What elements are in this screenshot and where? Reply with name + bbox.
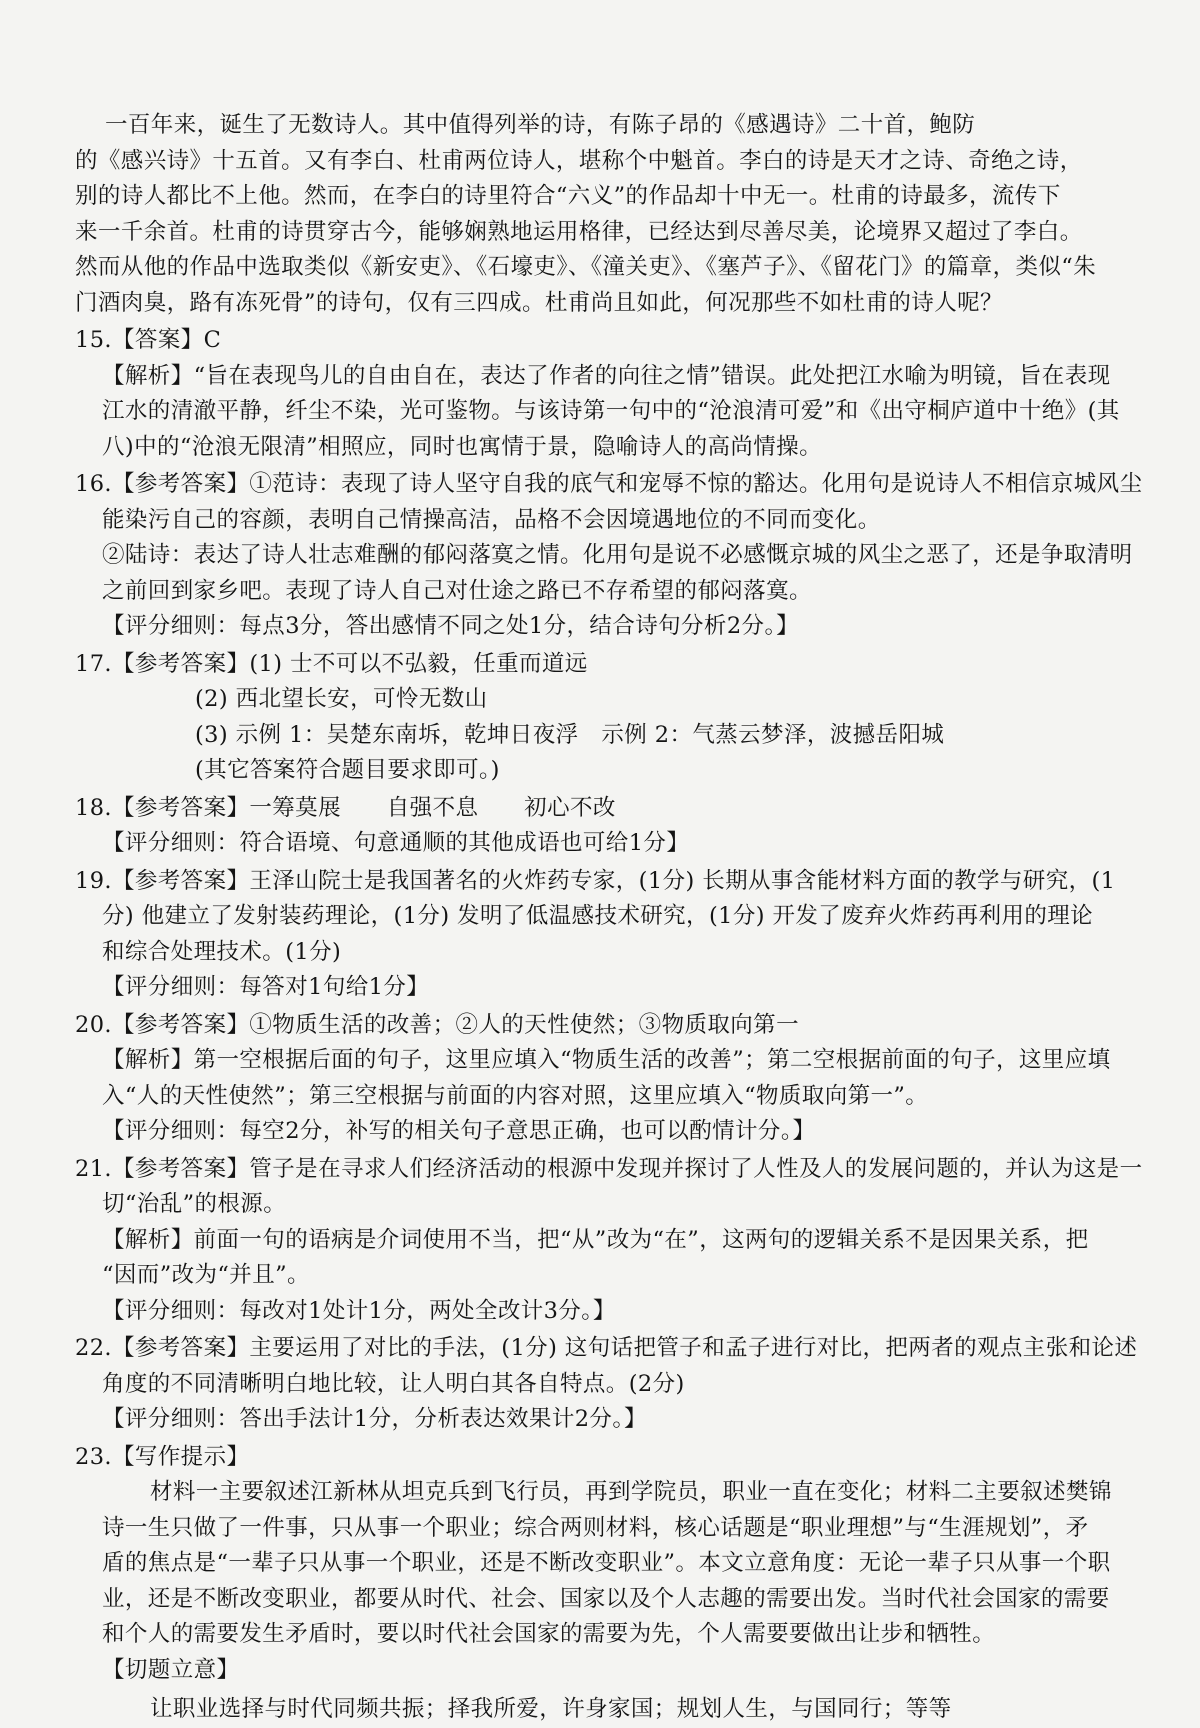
intro-line: 门酒肉臭，路有冻死骨”的诗句，仅有三四成。杜甫尚且如此，何况那些不如杜甫的诗人呢？ (75, 289, 1003, 316)
writing-tip-line: 业，还是不断改变职业，都要从时代、社会、国家以及个人志趣的需要出发。当时代社会国家的需要 (102, 1585, 1110, 1612)
question-head: 22.【参考答案】主要运用了对比的手法，(1分) 这句话把管子和孟子进行对比，把两者的观点主张和论述 (75, 1335, 1138, 1361)
writing-tip-line: 和个人的需要发生矛盾时，要以时代社会国家的需要为先，个人需要要做出让步和牺牲。 (102, 1621, 996, 1647)
scoring-rule: 【评分细则：每改对1处计1分，两处全改计3分。】 (102, 1297, 616, 1324)
question-head: 20.【参考答案】①物质生活的改善；②人的天性使然；③物质取向第一 (75, 1011, 799, 1038)
intro-line: 然而从他的作品中选取类似《新安吏》、《石壕吏》、《潼关吏》、《塞芦子》、《留花门》的篇章，类似“朱 (75, 254, 1097, 280)
sub-heading: 【切题立意】 (102, 1656, 240, 1683)
answer-line: 【解析】“旨在表现鸟儿的自由自在，表达了作者的向往之情”错误。此处把江水喻为明镜，旨在表现 (102, 362, 1111, 389)
answer-line: 和综合处理技术。(1分) (102, 938, 342, 965)
question-21 (75, 1152, 1143, 1330)
intro-line: 别的诗人都比不上他。然而，在李白的诗里符合“六义”的作品却十中无一。杜甫的诗最多，流传下 (75, 183, 1061, 209)
scoring-rule: 【评分细则：每空2分，补写的相关句子意思正确，也可以酌情计分。】 (102, 1118, 816, 1144)
answer-line: 切“治乱”的根源。 (102, 1191, 287, 1217)
answer-line: 入“人的天性使然”；第三空根据与前面的内容对照，这里应填入“物质取向第一”。 (102, 1082, 929, 1109)
intro-line: 一百年来，诞生了无数诗人。其中值得列举的诗，有陈子昂的《感遇诗》二十首，鲍防 (105, 112, 976, 138)
answer-line: 角度的不同清晰明白地比较，让人明白其各自特点。(2分) (102, 1370, 685, 1397)
answer-line: 能染污自己的容颜，表明自己情操高洁，品格不会因境遇地位的不同而变化。 (102, 506, 881, 533)
answer-line: (2) 西北望长安，可怜无数山 (195, 686, 488, 712)
question-head: 23.【写作提示】 (75, 1443, 250, 1470)
intro-line: 的《感兴诗》十五首。又有李白、杜甫两位诗人，堪称个中魁首。李白的诗是天才之诗、奇绝之诗， (75, 147, 1083, 174)
scoring-rule: 【评分细则：答出手法计1分，分析表达效果计2分。】 (102, 1406, 647, 1432)
question-23 (75, 1440, 1112, 1728)
question-17 (75, 647, 1080, 789)
scoring-rule: 【评分细则：每点3分，答出感情不同之处1分，结合诗句分析2分。】 (102, 613, 799, 639)
answer-line: 之前回到家乡吧。表现了诗人自己对仕途之路已不存希望的郁闷落寞。 (102, 577, 812, 604)
question-head: 16.【参考答案】①范诗：表现了诗人坚守自我的底气和宠辱不惊的豁达。化用句是说诗人不相信京城风尘 (75, 471, 1143, 497)
answer-line: 【解析】前面一句的语病是介词使用不当，把“从”改为“在”，这两句的逻辑关系不是因果关系，把 (102, 1226, 1089, 1253)
question-head: 17.【参考答案】(1) 士不可以不弘毅，任重而道远 (75, 650, 588, 677)
question-18 (75, 791, 1080, 862)
question-head: 21.【参考答案】管子是在寻求人们经济活动的根源中发现并探讨了人性及人的发展问题的，并认为这是一 (75, 1155, 1143, 1182)
answer-line: (3) 示例 1：吴楚东南坼，乾坤日夜浮 示例 2：气蒸云梦泽，波撼岳阳城 (195, 721, 945, 748)
question-head: 19.【参考答案】王泽山院士是我国著名的火炸药专家，(1分) 长期从事含能材料方面的教学与研究，(1 (75, 867, 1116, 894)
answer-line: 江水的清澈平静，纤尘不染，光可鉴物。与该诗第一句中的“沧浪清可爱”和《出守桐庐道中十绝》(其 (102, 398, 1120, 424)
answer-line: 【解析】第一空根据后面的句子，这里应填入“物质生活的改善”；第二空根据前面的句子，这里应填 (102, 1047, 1111, 1073)
answer-line: “因而”改为“并且”。 (102, 1262, 310, 1288)
answer-line: 八)中的“沧浪无限清”相照应，同时也寓情于景，隐喻诗人的高尚情操。 (102, 433, 822, 460)
question-22 (75, 1331, 1138, 1438)
writing-tip-line: 盾的焦点是“一辈子只从事一个职业，还是不断改变职业”。本文立意角度：无论一辈子只从事一个职 (102, 1550, 1111, 1576)
scoring-rule: 【评分细则：每答对1句给1分】 (102, 974, 430, 1000)
intro-passage (75, 108, 1097, 321)
answer-line: ②陆诗：表达了诗人壮志难酬的郁闷落寞之情。化用句是说不必感慨京城的风尘之恶了，还是争取清明 (102, 542, 1133, 568)
question-15 (75, 323, 1120, 465)
question-19 (75, 864, 1116, 1006)
question-20 (75, 1008, 1111, 1150)
writing-tip-line: 诗一生只做了一件事，只从事一个职业；综合两则材料，核心话题是“职业理想”与“生涯规划”，矛 (102, 1514, 1089, 1541)
intro-line: 来一千余首。杜甫的诗贯穿古今，能够娴熟地运用格律，已经达到尽善尽美，论境界又超过了李白。 (75, 218, 1083, 245)
writing-tip-line: 材料一主要叙述江新林从坦克兵到飞行员，再到学院员，职业一直在变化；材料二主要叙述樊锦 (150, 1479, 1112, 1505)
question-16 (75, 467, 1143, 645)
scoring-rule: 【评分细则：符合语境、句意通顺的其他成语也可给1分】 (102, 830, 690, 856)
question-head: 18.【参考答案】一筹莫展 自强不息 初心不改 (75, 794, 616, 821)
question-head: 15.【答案】C (75, 327, 222, 353)
theme-suggestions: 让职业选择与时代同频共振；择我所爱，许身家国；规划人生，与国同行；等等 (150, 1696, 952, 1722)
answer-line: 分) 他建立了发射装药理论，(1分) 发明了低温感技术研究，(1分) 开发了废弃火炸药再利用的理论 (102, 903, 1094, 929)
answer-line: (其它答案符合题目要求即可。) (195, 757, 500, 783)
